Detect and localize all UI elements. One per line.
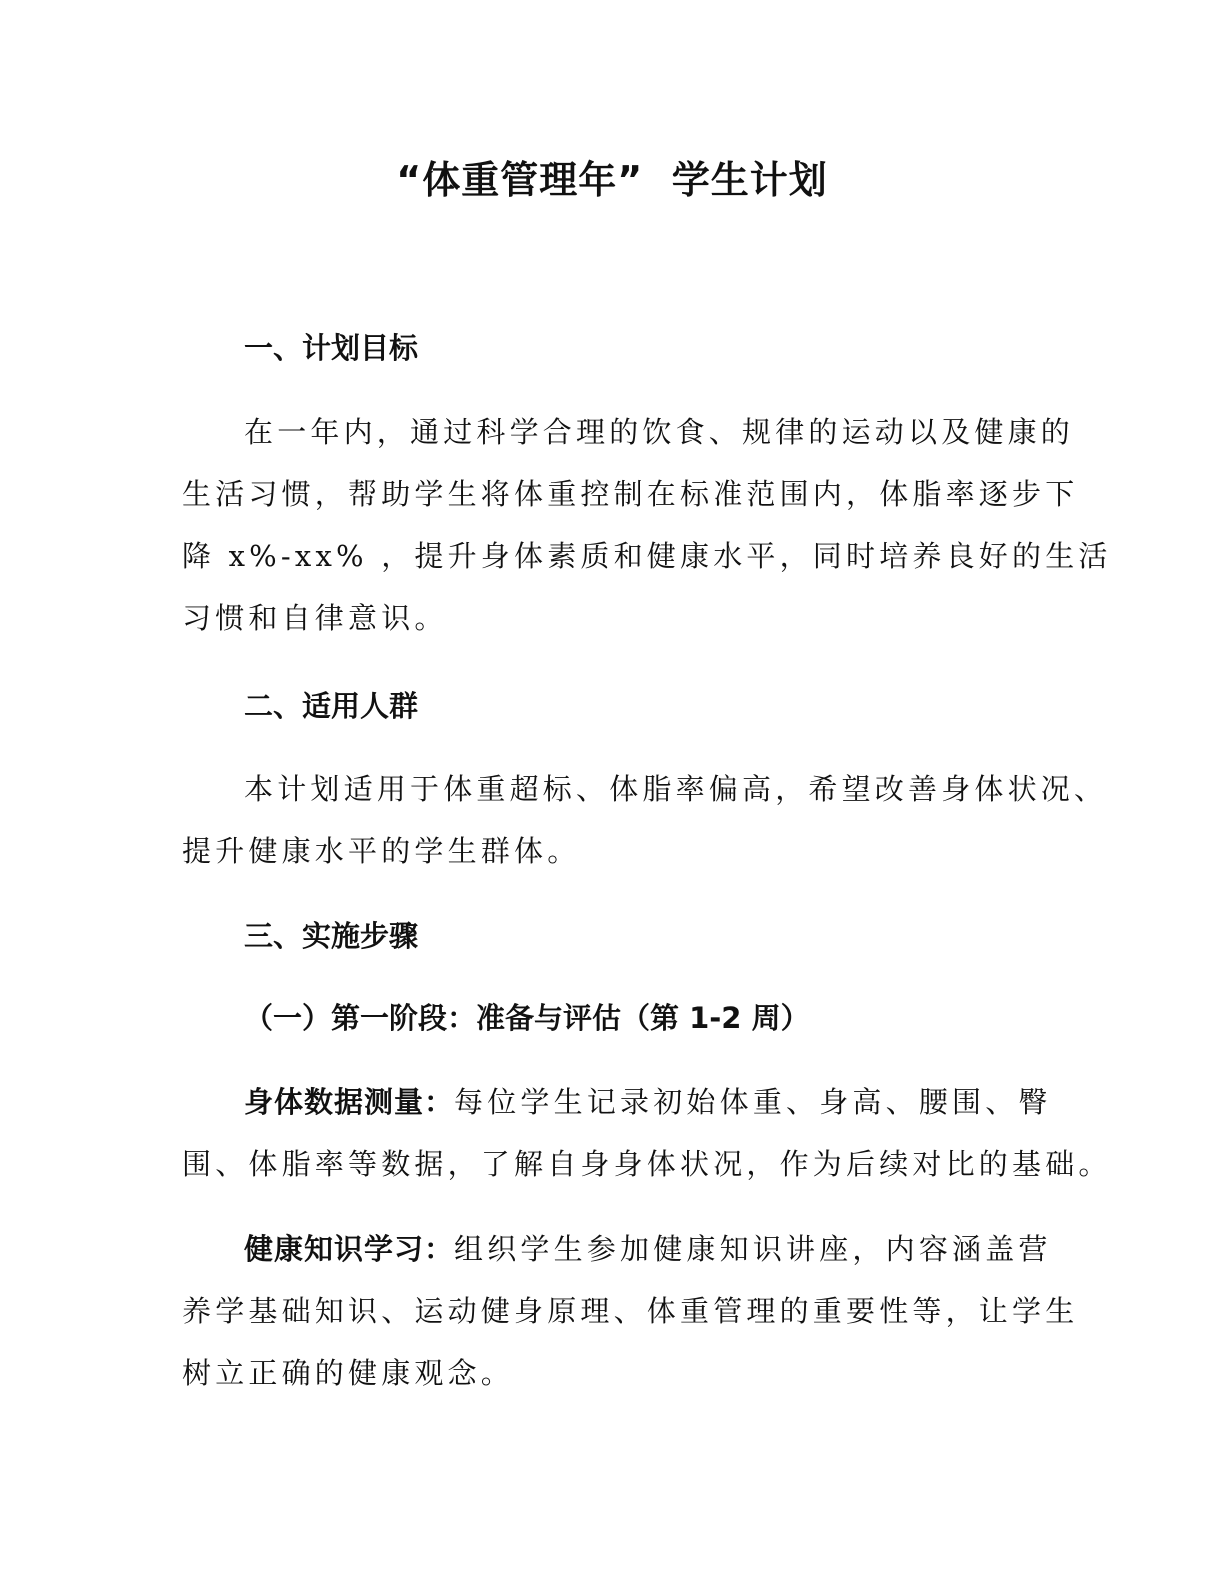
section-heading-audience: 二、适用人群 (244, 689, 419, 723)
item-text: 每位学生记录初始体重、身高、腰围、臀 (454, 1085, 1052, 1119)
item-text: 组织学生参加健康知识讲座，内容涵盖营 (454, 1232, 1052, 1266)
paragraph-audience (182, 758, 1108, 882)
item-label: 健康知识学习： (244, 1232, 455, 1266)
paragraph-line (182, 1071, 1062, 1133)
item-label: 身体数据测量： (244, 1085, 455, 1119)
paragraph-line: 习惯和自律意识。 (182, 601, 448, 635)
paragraph-line: 围、体脂率等数据，了解自身身体状况，作为后续对比的基础。 (182, 1147, 1112, 1181)
paragraph-line (182, 1218, 1062, 1280)
paragraph-goals (182, 401, 1112, 649)
paragraph-health-knowledge (182, 1218, 1079, 1404)
paragraph-line: 在一年内，通过科学合理的饮食、规律的运动以及健康的 (244, 415, 1075, 449)
section-heading-goals: 一、计划目标 (244, 331, 419, 365)
stage-heading: （一）第一阶段：准备与评估（第 1-2 周） (244, 1001, 810, 1035)
document-title: “体重管理年” 学生计划 (396, 158, 828, 202)
paragraph-line: 养学基础知识、运动健身原理、体重管理的重要性等，让学生 (182, 1294, 1079, 1328)
paragraph-line: 生活习惯，帮助学生将体重控制在标准范围内，体脂率逐步下 (182, 477, 1079, 511)
paragraph-line: 提升健康水平的学生群体。 (182, 834, 581, 868)
section-heading-steps: 三、实施步骤 (244, 919, 419, 953)
paragraph-line: 本计划适用于体重超标、体脂率偏高，希望改善身体状况、 (244, 772, 1108, 806)
paragraph-measurement (182, 1071, 1112, 1195)
paragraph-line: 树立正确的健康观念。 (182, 1356, 515, 1390)
paragraph-line: 降 x%-xx% ，提升身体素质和健康水平，同时培养良好的生活 (182, 539, 1112, 573)
